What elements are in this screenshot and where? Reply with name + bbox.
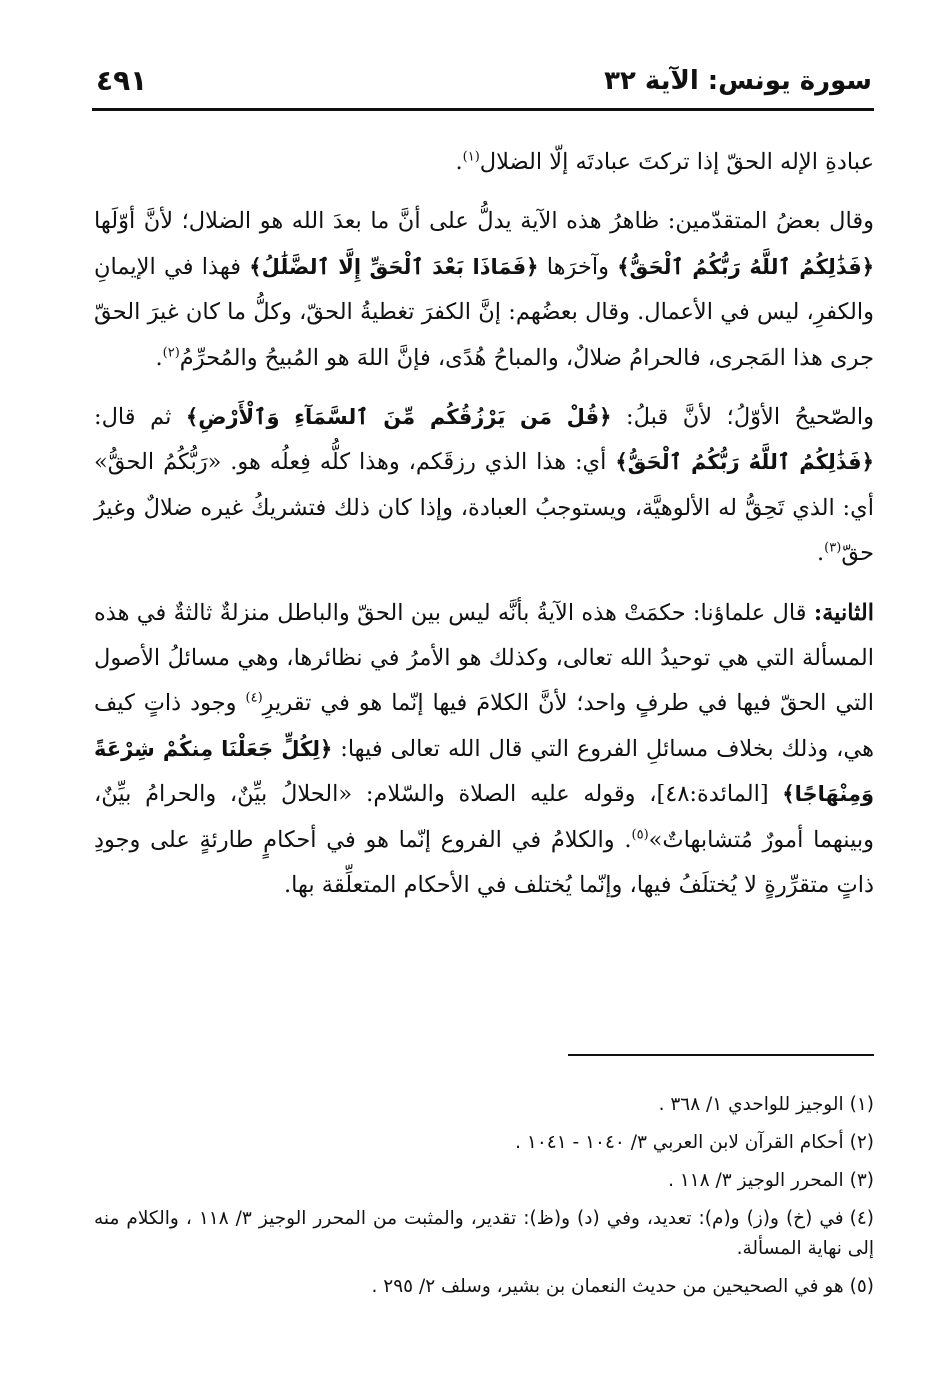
paragraph-text: وجود ذاتٍ كيف هي، وذلك بخلاف مسائلِ الفروع التي قال الله تعالى فيها: (94, 690, 874, 762)
paragraph-text: [المائدة:٤٨]، وقوله عليه الصلاة والسّلام: «الحلالُ بيِّنٌ، والحرامُ بيِّنٌ، وبينهما أمورٌ مُتشابهاتٌ» (94, 781, 875, 853)
footnote-divider (568, 1054, 874, 1056)
paragraph-1 (94, 140, 874, 185)
main-text (94, 140, 874, 909)
footnote-ref: (١) (462, 149, 480, 165)
footnote (94, 1166, 874, 1196)
page-header (92, 62, 874, 111)
paragraph-text: قال علماؤنا: حكمَتْ هذه الآيةُ بأنَّه ليس بين الحقّ والباطل منزلةٌ ثالثةٌ في هذه المسألة التي هي توحيدُ الله تعالى، وكذلك هو الأمرُ في نظائرها، وهي مسائلُ الأصول التي الحقّ فيها في طرفٍ واحد؛ لأنَّ الكلامَ فيها إنّما هو في تقريرِ (94, 599, 875, 717)
page-number: ٤٩١ (96, 64, 148, 97)
quran-verse: ﴿لِكُلٍّ جَعَلْنَا مِنكُمْ شِرْعَةً وَمِنْهَاجًا﴾ (94, 736, 874, 807)
footnote (94, 1204, 874, 1264)
running-title: سورة يونس: الآية ٣٢ (604, 66, 872, 96)
footnote-number: (٥) (849, 1276, 874, 1297)
footnote-text: في (خ) و(ز) و(م): تعديد، وفي (د) و(ظ): تقدير، والمثبت من المحرر الوجيز ٣/ ١١٨ ، والكلام منه إلى نهاية المسألة. (94, 1208, 874, 1259)
paragraph-text: والصّحيحُ الأوّلُ؛ لأنَّ قبلُ: (626, 404, 874, 431)
footnote (94, 1128, 874, 1158)
paragraph-text: عبادةِ الإله الحقّ إذا تركتَ عبادتَه إلّا الضلال (479, 149, 874, 175)
footnote-number: (٣) (849, 1170, 874, 1191)
paragraph-2 (94, 199, 874, 381)
section-label: الثانية: (813, 599, 874, 626)
paragraph-text: وقال بعضُ المتقدّمين: ظاهرُ هذه الآية يدلُّ على أنَّ ما بعدَ الله هو الضلال؛ لأنَّ أوّلَها (94, 208, 874, 235)
footnote-number: (١) (849, 1094, 874, 1115)
quran-verse: ﴿قُلْ مَن يَرْزُقُكُم مِّنَ ٱلسَّمَآءِ وَٱلْأَرْضِ﴾ (185, 405, 612, 430)
paragraph-text: وآخرَها (546, 253, 609, 280)
footnote-ref: (٣) (824, 540, 842, 556)
quran-verse: ﴿فَذَٰلِكُمُ ٱللَّهُ رَبُّكُمُ ٱلْحَقُّ﴾ (615, 450, 874, 475)
footnotes (94, 1090, 874, 1310)
paragraph-text: ثم قال: (94, 404, 172, 431)
quran-verse: ﴿فَذَٰلِكُمُ ٱللَّهُ رَبُّكُمُ ٱلْحَقُّ﴾ (617, 254, 875, 279)
footnote (94, 1272, 874, 1302)
paragraph-text: فهذا في الإيمانِ والكفرِ، ليس في الأعمال. وقال بعضُهم: إنَّ الكفرَ تغطيةُ الحقّ، وكلُّ ما كان غيرَ الحقّ جرى هذا المَجرى، فالحرامُ ضلالٌ، والمباحُ هُدًى، فإنَّ اللهَ هو المُبيحُ والمُحرِّمُ (94, 253, 874, 371)
footnote-ref: (٢) (162, 345, 180, 361)
paragraph-text: . والكلامُ في الفروع إنّما هو في أحكامٍ طارئةٍ على وجودِ ذاتٍ متقرِّرةٍ لا يُختلَفُ فيها، وإنّما يُختلف في الأحكام المتعلِّقة بها. (94, 826, 874, 899)
footnote-number: (٢) (849, 1132, 874, 1153)
quran-verse: ﴿فَمَاذَا بَعْدَ ٱلْحَقِّ إِلَّا ٱلضَّلَٰلُ﴾ (249, 254, 539, 279)
paragraph-3 (94, 395, 874, 577)
paragraph-text: أي: هذا الذي رزقَكم، وهذا كلُّه فِعلُه هو. «رَبُّكُمُ الحقُّ» أي: الذي تَحِقُّ له الألوهيَّة، ويستوجبُ العبادة، وإذا كان ذلك فتشريكُ غيره ضلالٌ وغيرُ حقّ (94, 449, 874, 567)
footnote-ref: (٤) (245, 690, 263, 706)
sentence-end: . (817, 540, 825, 567)
footnote-number: (٤) (849, 1208, 874, 1229)
paragraph-4 (94, 591, 874, 909)
sentence-end: . (155, 344, 163, 371)
footnote-text: هو في الصحيحين من حديث النعمان بن بشير، وسلف ٢/ ٢٩٥ . (371, 1276, 844, 1297)
footnote-ref: (٥) (631, 827, 649, 843)
sentence-end: . (455, 149, 463, 175)
footnote (94, 1090, 874, 1120)
footnote-text: المحرر الوجيز ٣/ ١١٨ . (668, 1170, 844, 1191)
footnote-text: أحكام القرآن لابن العربي ٣/ ١٠٤٠ - ١٠٤١ . (515, 1132, 844, 1153)
footnote-text: الوجيز للواحدي ١/ ٣٦٨ . (658, 1094, 844, 1115)
